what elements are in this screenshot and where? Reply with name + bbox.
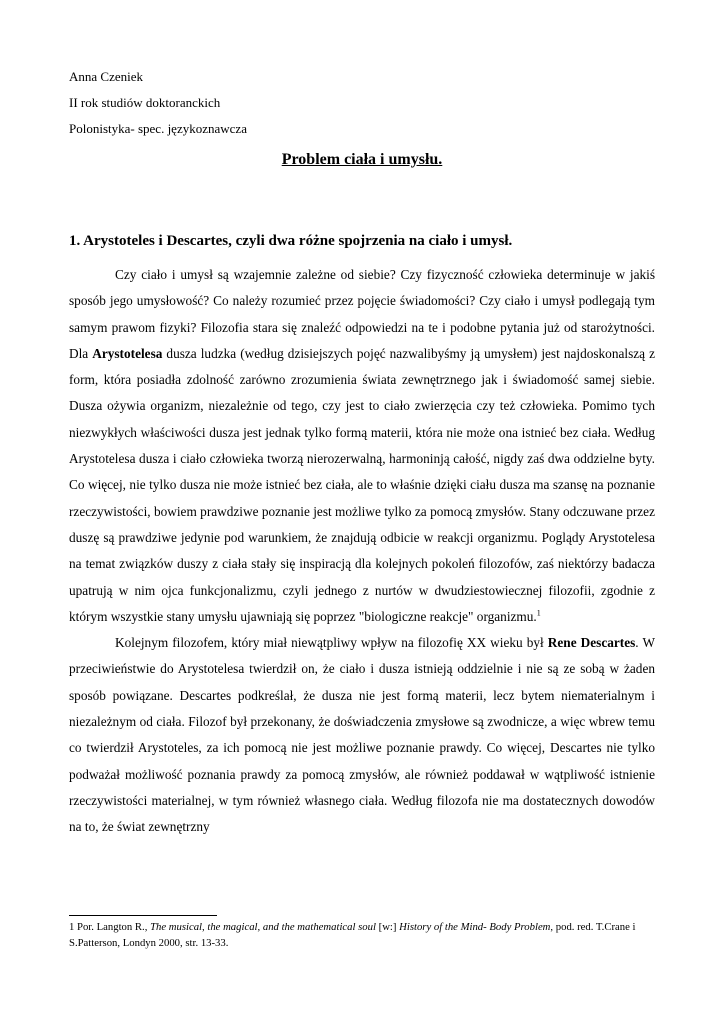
section-heading: 1. Arystoteles i Descartes, czyli dwa różne spojrzenia na ciało i umysł. <box>69 233 513 249</box>
footnote-text: 1 Por. Langton R., <box>69 921 151 933</box>
paragraph-text: Czy ciało i umysł są wzajemnie zależne od siebie? Czy fizyczność człowieka determinuje w jakiś sposób jego umysłowość? Co należy rozumieć przez pojęcie świadomości? Czy ciało i umysł podlegają tym samym prawom fizyki? Filozofia stara się znaleźć odpowiedzi na te i podobne pytania już od starożytności. Dla <box>69 267 655 361</box>
author-name: Anna Czeniek <box>69 69 144 84</box>
paragraph-aristotle <box>69 262 655 630</box>
bold-name-aristotle: Arystotelesa <box>92 345 163 361</box>
footnote-source-italic: History of the Mind- Body Problem <box>399 921 551 933</box>
paragraph-text: Kolejnym filozofem, który miał niewątpliwy wpływ na filozofię XX wieku był <box>115 635 548 651</box>
bold-name-descartes: Rene Descartes <box>547 635 636 651</box>
paragraph-text: . W przeciwieństwie do Arystotelesa twierdził on, że ciało i dusza istnieją oddzielnie i nie są ze sobą w żaden sposób powiązane. Descartes podkreślał, że dusza nie jest formą materii, lecz bytem niematerialnym i niezależnym od ciała. Filozof był przekonany, że doświadczenia zmysłowe są zwodnicze, a więc wbrew temu co twierdził Arystoteles, za ich pomocą nie jest możliwe poznanie prawdy. Co więcej, Descartes nie tylko podważał możliwość poznania prawdy za pomocą zmysłów, ale również poddawał w wątpliwość istnienie rzeczywistości materialnej, w tym również własnego ciała. Według filozofa nie ma dostatecznych dowodów na to, że świat zewnętrzny <box>69 635 655 835</box>
footnote-text: [w:] <box>375 921 400 933</box>
footnote-reference[interactable]: 1 <box>536 608 541 618</box>
footnote-area <box>69 915 655 951</box>
author-field: Polonistyka- spec. językoznawcza <box>69 121 247 136</box>
author-year: II rok studiów doktoranckich <box>69 95 221 110</box>
footnote-divider <box>69 915 217 916</box>
paragraph-descartes <box>69 630 655 840</box>
footnote-text: , pod. red. T.Crane i S.Patterson, Londyn 2000, str. 13-33. <box>69 921 636 949</box>
author-block <box>69 64 655 142</box>
paragraph-text: dusza ludzka (według dzisiejszych pojęć nazwalibyśmy ją umysłem) jest najdoskonalszą z form, która posiadła zdolność zarówno zrozumienia świata zewnętrznego jak i świadomość samej siebie. Dusza ożywia organizm, niezależnie od tego, czy jest to ciało zwierzęcia czy też człowieka. Pomimo tych niezwykłych właściwości dusza jest jednak tylko formą materii, która nie może ona istnieć bez ciała. Według Arystotelesa dusza i ciało człowieka tworzą nierozerwalną, harmoninją całość, nigdy zaś dwa oddzielne byty. Co więcej, nie tylko dusza nie może istnieć bez ciała, ale to właśnie dzięki ciału dusza ma szansę na poznanie rzeczywistości, bowiem prawdziwe poznanie jest możliwe tylko za pomocą zmysłów. Stany odczuwane przez duszę są prawdziwe jedynie pod warunkiem, że znajdują odbicie w reakcji organizmu. Poglądy Arystotelesa na temat związków duszy z ciała stały się inspiracją dla kolejnych pokoleń filozofów, zaś niektórzy badacza upatrują w nim ojca funkcjonalizmu, czyli jednego z nurtów w dwudziestowiecznej filozofii, zgodnie z którym wszystkie stany umysłu ujawniają się poprzez "biologiczne reakcje" organizmu. <box>69 345 655 624</box>
footnote-title-italic: The musical, the magical, and the mathematical soul <box>150 921 376 933</box>
footnote <box>69 919 655 951</box>
document-title: Problem ciała i umysłu. <box>281 151 443 168</box>
